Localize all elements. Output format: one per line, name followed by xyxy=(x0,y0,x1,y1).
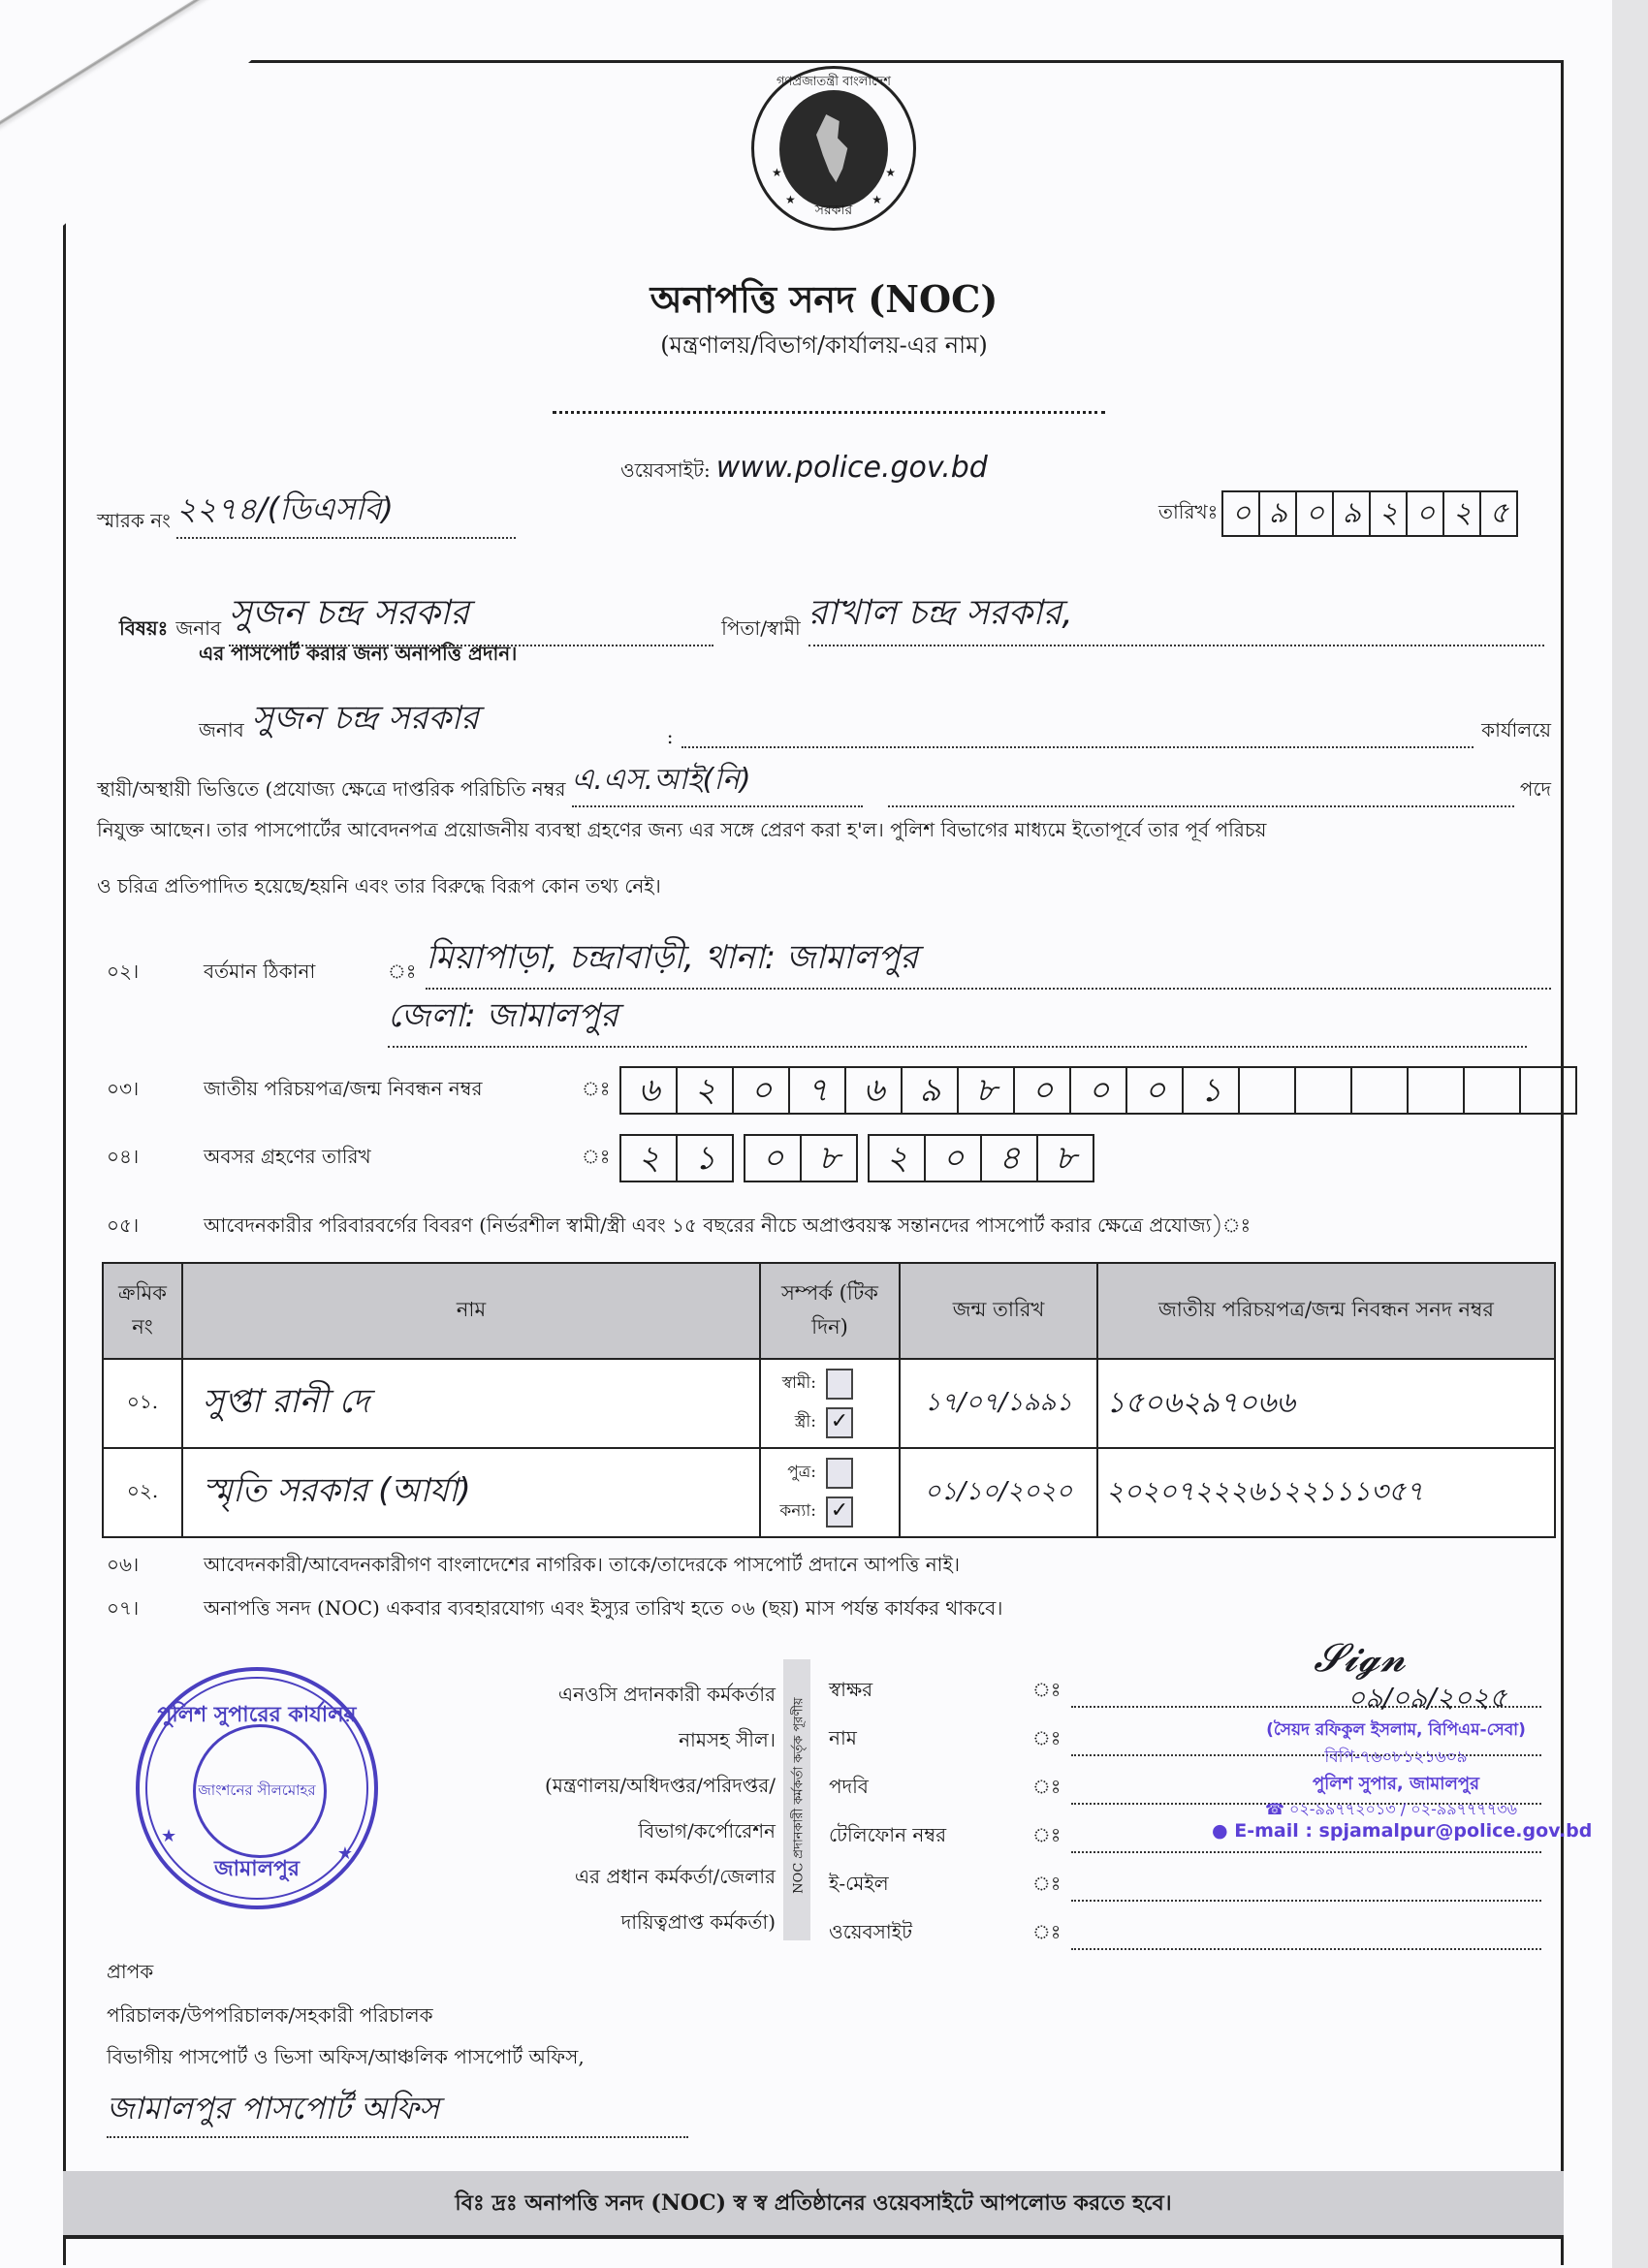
name-field-2[interactable]: সুজন চন্দ্র সরকার xyxy=(251,699,479,738)
member-name[interactable]: সুপ্তা রানী দে xyxy=(182,1359,760,1448)
retirement-label: অবসর গ্রহণের তারিখ xyxy=(204,1144,371,1168)
signature: 𝓢𝓲𝓰𝓷 xyxy=(1314,1636,1407,1681)
col-name: নাম xyxy=(182,1263,760,1359)
emblem-disc xyxy=(779,90,888,208)
date-label: তারিখঃ xyxy=(1158,499,1219,523)
officer-field-label: ই-মেইল xyxy=(829,1872,889,1895)
member-nid[interactable]: ১৫০৬২৯৭০৬৬ xyxy=(1097,1359,1555,1448)
date-digit-box[interactable]: ৯ xyxy=(1334,492,1371,535)
nid-digit-box[interactable] xyxy=(1465,1068,1521,1113)
relation-cell: পুত্র: কন্যা: ✓ xyxy=(760,1448,900,1537)
nid-digit-box[interactable]: ১ xyxy=(1184,1068,1240,1113)
date-boxes[interactable] xyxy=(1221,490,1518,537)
memo-row xyxy=(97,485,516,539)
officer-field-label: পদবি xyxy=(829,1775,869,1798)
date-digit-box[interactable]: ৯ xyxy=(1260,492,1297,535)
item-number: ০২। xyxy=(107,960,140,983)
subject-label: বিষয়ঃ xyxy=(119,616,169,640)
officer-desc-line: নামসহ সীল। xyxy=(679,1728,776,1751)
table-header-row xyxy=(103,1263,1555,1359)
nid-digit-box[interactable]: ০ xyxy=(1127,1068,1184,1113)
body-paragraph-1: নিযুক্ত আছেন। তার পাসপোর্টের আবেদনপত্র প্রয়োজনীয় ব্যবস্থা গ্রহণের জন্য এর সঙ্গে প্রেরণ করা হ'ল। পুলিশ বিভাগের মাধ্যমে ইতোপূর্বে তার পূর্ব পরিচয় xyxy=(97,818,1267,841)
designation-row xyxy=(97,756,1551,807)
clause-06 xyxy=(107,1551,960,1583)
clause-07 xyxy=(107,1594,1002,1626)
date-digit-box[interactable]: ২ xyxy=(1444,492,1481,535)
retirement-year-boxes[interactable] xyxy=(868,1134,1094,1182)
retirement-digit-box[interactable]: ৮ xyxy=(1055,1139,1077,1178)
star-icon: ★ xyxy=(872,193,882,206)
recipient-line1: পরিচালক/উপপরিচালক/সহকারী পরিচালক xyxy=(107,2003,433,2027)
row-serial: ০১. xyxy=(103,1359,182,1448)
retirement-digit-box[interactable]: ৮ xyxy=(818,1139,840,1178)
recipient-label: প্রাপক xyxy=(107,1960,154,1983)
family-table xyxy=(102,1262,1556,1538)
member-dob[interactable]: ১৭/০৭/১৯৯১ xyxy=(900,1359,1097,1448)
memo-label: স্মারক নং xyxy=(97,509,171,532)
father-label: পিতা/স্বামী xyxy=(721,616,801,640)
nid-digit-box[interactable]: ৯ xyxy=(903,1068,959,1113)
bangladesh-map-icon xyxy=(816,114,849,182)
official-id-field[interactable]: এ.এস.আই(নি) xyxy=(572,756,863,807)
applicant-name-field[interactable]: সুজন চন্দ্র সরকার xyxy=(229,586,713,646)
address-line2-row xyxy=(388,991,1527,1048)
item-number: ০৬। xyxy=(107,1553,140,1576)
recipient-office-field[interactable]: জামালপুর পাসপোর্ট অফিস xyxy=(107,2084,688,2138)
seal-top-text: পুলিশ সুপারের কার্যালয় xyxy=(157,1703,357,1727)
permanent-label: স্থায়ী/অস্থায়ী ভিত্তিতে (প্রযোজ্য ক্ষেত্রে দাপ্তরিক পরিচিতি নম্বর xyxy=(97,777,566,801)
retirement-digit-box[interactable]: ২ xyxy=(870,1136,926,1181)
star-icon: ★ xyxy=(336,1843,353,1864)
subject-row xyxy=(119,586,1544,646)
signature-date: ০৯/০৯/২০২৫ xyxy=(1347,1682,1507,1714)
government-emblem xyxy=(751,66,916,231)
clause-text: আবেদনকারী/আবেদনকারীগণ বাংলাদেশের নাগরিক। তাকে/তাদেরকে পাসপোর্ট প্রদানে আপত্তি নাই। xyxy=(204,1553,961,1576)
nid-digit-box[interactable] xyxy=(1352,1068,1409,1113)
nid-digit-box[interactable]: ০ xyxy=(1015,1068,1071,1113)
item-number: ০৪। xyxy=(107,1144,140,1168)
star-icon: ★ xyxy=(772,166,782,179)
col-nid: জাতীয় পরিচয়পত্র/জন্ম নিবন্ধন সনদ নম্বর xyxy=(1097,1263,1555,1359)
post-field[interactable] xyxy=(888,786,1514,807)
officer-description xyxy=(456,1672,776,1945)
vertical-note xyxy=(783,1659,810,1940)
table-row xyxy=(103,1448,1555,1537)
officer-desc-line: এনওসি প্রদানকারী কর্মকর্তার xyxy=(557,1683,776,1706)
officer-field-row: স্বাক্ষর ঃ xyxy=(829,1659,1561,1708)
item-number: ০৫। xyxy=(107,1213,140,1237)
nid-digit-box[interactable]: ৬ xyxy=(846,1068,903,1113)
officer-field-row: ই-মেইল ঃ xyxy=(829,1853,1561,1902)
member-nid[interactable]: ২০২০৭২২২৬১২২১১১৩৫৭ xyxy=(1097,1448,1555,1537)
nid-digit-box[interactable]: ৬ xyxy=(621,1068,678,1113)
officer-desc-line: বিভাগ/কর্পোরেশন xyxy=(638,1819,776,1843)
star-icon: ★ xyxy=(785,193,796,206)
page-subtitle: (মন্ত্রণালয়/বিভাগ/কার্যালয়-এর নাম) xyxy=(660,331,988,359)
date-digit-box[interactable]: ২ xyxy=(1371,492,1408,535)
son-checkbox[interactable] xyxy=(826,1458,853,1489)
officer-field-input[interactable] xyxy=(1071,1880,1541,1902)
nid-digit-box[interactable] xyxy=(1409,1068,1465,1113)
office-seal-stamp xyxy=(136,1667,378,1909)
officer-field-row: পদবি ঃ xyxy=(829,1756,1561,1805)
office-suffix: কার্যালয়ে xyxy=(1481,718,1551,741)
mr-label: জনাব xyxy=(175,616,222,640)
retirement-month-boxes[interactable] xyxy=(744,1134,858,1182)
mr-label-2: জনাব xyxy=(199,718,244,741)
date-digit-box[interactable]: ০ xyxy=(1223,492,1260,535)
vertical-note-text: NOC প্রদানকারী কর্মকর্তা কর্তৃক পূরণীয় xyxy=(791,1697,807,1894)
col-relation: সম্পর্ক (টিক দিন) xyxy=(760,1263,900,1359)
officer-field-input[interactable] xyxy=(1071,1929,1541,1950)
table-row xyxy=(103,1359,1555,1448)
ministry-name-line[interactable] xyxy=(553,411,1105,414)
col-serial: ক্রমিক নং xyxy=(103,1263,182,1359)
member-name[interactable]: স্মৃতি সরকার (আর্যা) xyxy=(182,1448,760,1537)
stamp-name: (সৈয়দ রফিকুল ইসলাম, বিপিএম-সেবা) xyxy=(1266,1720,1526,1740)
subject-line2: এর পাসপোর্ট করার জন্য অনাপত্তি প্রদান। xyxy=(199,642,518,665)
name-office-row: জনাব সুজন চন্দ্র সরকার : কার্যালয়ে xyxy=(199,693,1551,748)
footer-note: বিঃ দ্রঃ অনাপত্তি সনদ (NOC) স্ব স্ব প্রতিষ্ঠানের ওয়েবসাইটে আপলোড করতে হবে। xyxy=(455,2190,1172,2216)
website-label: ওয়েবসাইট: xyxy=(620,458,711,482)
footer-note-bar xyxy=(63,2171,1564,2239)
address-line1-field[interactable]: মিয়াপাড়া, চন্দ্রাবাড়ী, থানা: জামালপুর xyxy=(426,932,1551,990)
nid-digit-box[interactable]: ২ xyxy=(678,1068,734,1113)
date-digit-box[interactable]: ০ xyxy=(1408,492,1444,535)
officer-field-label: স্বাক্ষর xyxy=(829,1678,873,1701)
nid-digit-box[interactable]: ৮ xyxy=(959,1068,1015,1113)
recipient-line2: বিভাগীয় পাসপোর্ট ও ভিসা অফিস/আঞ্চলিক পাসপোর্ট অফিস, xyxy=(107,2045,585,2068)
date-digit-box[interactable]: ৫ xyxy=(1489,496,1509,530)
father-name-field[interactable]: রাখাল চন্দ্র সরকার, xyxy=(808,586,1544,646)
item-number: ০৩। xyxy=(107,1076,140,1100)
nid-row: ০৩। জাতীয় পরিচয়পত্র/জন্ম নিবন্ধন নম্বর ঃ ৬ ২ ০ ৭ ৬ ৯ ৮ ০ ০ ০ ১ xyxy=(107,1066,1577,1115)
date-digit-box[interactable]: ০ xyxy=(1297,492,1334,535)
officer-desc-line: এর প্রধান কর্মকর্তা/জেলার xyxy=(574,1865,776,1888)
relation-cell: স্বামী: স্ত্রী: ✓ xyxy=(760,1359,900,1448)
star-icon: ★ xyxy=(885,166,896,179)
retirement-digit-box[interactable]: ০ xyxy=(926,1136,982,1181)
retirement-digit-box[interactable]: ২ xyxy=(621,1136,678,1181)
retirement-digit-box[interactable]: ১ xyxy=(694,1139,716,1178)
officer-field-row: ওয়েবসাইট ঃ xyxy=(829,1902,1561,1950)
address-line2-field[interactable]: জেলা: জামালপুর xyxy=(388,991,1527,1048)
retirement-digit-box[interactable]: ০ xyxy=(745,1136,802,1181)
website-value[interactable]: www.police.gov.bd xyxy=(715,451,988,485)
stamp-bp: বিপি-৭৬০৮১২১৬০৯ xyxy=(1324,1748,1468,1767)
family-intro-row xyxy=(107,1212,1251,1244)
officer-field-row: নাম ঃ xyxy=(829,1708,1561,1756)
husband-checkbox[interactable] xyxy=(826,1369,853,1400)
officer-desc-line: (মন্ত্রণালয়/অধিদপ্তর/পরিদপ্তর/ xyxy=(544,1774,776,1797)
officer-field-row: টেলিফোন নম্বর ঃ xyxy=(829,1805,1561,1853)
stamp-phone: ☎ ০২-৯৯৭৭২০১৩ / ০২-৯৯৭৭৭৭৩৬ xyxy=(1264,1800,1518,1818)
stamp-title: পুলিশ সুপার, জামালপুর xyxy=(1312,1774,1480,1794)
wife-checkbox[interactable]: ✓ xyxy=(826,1407,853,1438)
nid-digit-box[interactable] xyxy=(1240,1068,1296,1113)
retirement-day-boxes[interactable] xyxy=(619,1134,734,1182)
address-row: ০২। বর্তমান ঠিকানা ঃ মিয়াপাড়া, চন্দ্রাবাড়ী, থানা: জামালপুর xyxy=(107,932,1551,990)
officer-desc-line: দায়িত্বপ্রাপ্ত কর্মকর্তা) xyxy=(620,1910,776,1934)
page-title: অনাপত্তি সনদ (NOC) xyxy=(650,277,998,321)
office-field[interactable] xyxy=(681,727,1474,748)
emblem-bottom-text: সরকার xyxy=(814,203,853,218)
memo-number-field[interactable]: ২২৭৪/(ডিএসবি) xyxy=(176,485,516,539)
email-icon: ● xyxy=(1212,1820,1228,1842)
stamp-email: ● E-mail : spjamalpur@police.gov.bd xyxy=(1212,1820,1593,1842)
officer-field-label: নাম xyxy=(829,1726,857,1749)
seal-middle-text: জাংশনের সীলমোহর xyxy=(198,1781,316,1799)
star-icon: ★ xyxy=(161,1826,177,1846)
daughter-checkbox[interactable]: ✓ xyxy=(826,1496,853,1528)
website-row xyxy=(620,451,988,488)
nid-digit-box[interactable]: ০ xyxy=(1071,1068,1127,1113)
post-suffix: পদে xyxy=(1519,777,1551,801)
officer-field-label: টেলিফোন নম্বর xyxy=(829,1823,947,1846)
nid-boxes[interactable] xyxy=(619,1066,1577,1115)
nid-digit-box[interactable] xyxy=(1521,1068,1575,1113)
seal-bottom-text: জামালপুর xyxy=(213,1857,301,1881)
date-row xyxy=(1158,490,1518,537)
member-dob[interactable]: ০১/১০/২০২০ xyxy=(900,1448,1097,1537)
body-paragraph-2: ও চরিত্র প্রতিপাদিত হয়েছে/হয়নি এবং তার বিরুদ্ধে বিরূপ কোন তথ্য নেই। xyxy=(97,874,661,898)
nid-digit-box[interactable]: ০ xyxy=(734,1068,790,1113)
clause-text: অনাপত্তি সনদ (NOC) একবার ব্যবহারযোগ্য এবং ইস্যুর তারিখ হতে ০৬ (ছয়) মাস পর্যন্ত কার্যকর থাকবে। xyxy=(204,1596,1003,1620)
emblem-top-text: গণপ্রজাতন্ত্রী বাংলাদেশ xyxy=(776,75,891,89)
retirement-row: ০৪। অবসর গ্রহণের তারিখ ঃ ২ ১ ০ ৮ ২ ০ ৪ ৮ xyxy=(107,1134,1094,1182)
nid-digit-box[interactable]: ৭ xyxy=(790,1068,846,1113)
nid-label: জাতীয় পরিচয়পত্র/জন্ম নিবন্ধন নম্বর xyxy=(204,1076,483,1100)
retirement-digit-box[interactable]: ৪ xyxy=(982,1136,1038,1181)
nid-digit-box[interactable] xyxy=(1296,1068,1352,1113)
item-number: ০৭। xyxy=(107,1596,140,1620)
row-serial: ০২. xyxy=(103,1448,182,1537)
address-label: বর্তমান ঠিকানা xyxy=(204,960,316,983)
officer-field-label: ওয়েবসাইট xyxy=(829,1920,912,1943)
family-intro-text: আবেদনকারীর পরিবারবর্গের বিবরণ (নির্ভরশীল স্বামী/স্ত্রী এবং ১৫ বছরের নীচে অপ্রাপ্তবয়স্ক সন্তানদের পাসপোর্ট করার ক্ষেত্রে প্রযোজ্য)ঃ xyxy=(204,1213,1252,1237)
col-dob: জন্ম তারিখ xyxy=(900,1263,1097,1359)
